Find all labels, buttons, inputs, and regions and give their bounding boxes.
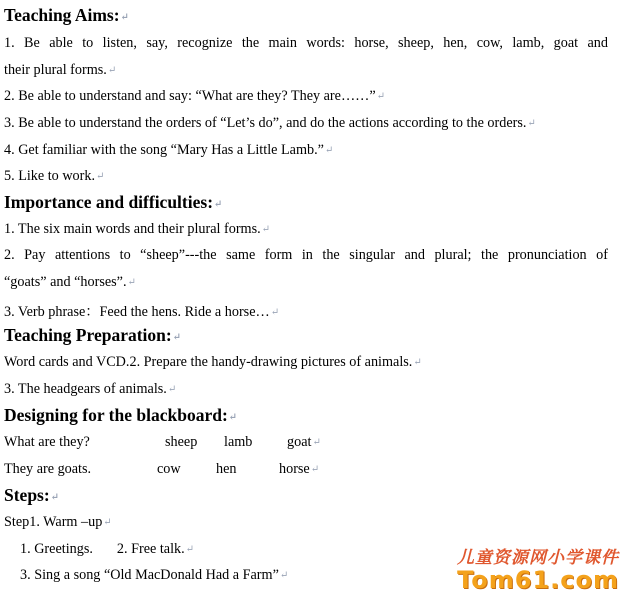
preparation-line-1 (4, 354, 422, 371)
heading-teaching-aims (4, 5, 129, 26)
heading-steps (4, 485, 59, 506)
aims-item-2 (4, 88, 385, 105)
blackboard-word-goat (287, 434, 321, 451)
site-watermark-logo (414, 543, 619, 595)
heading-teaching-preparation (4, 325, 181, 346)
blackboard-question: What are they? (4, 434, 90, 450)
paragraph-mark: ↵ (324, 145, 334, 156)
step-1-greetings: 1. Greetings. (20, 541, 93, 557)
paragraph-mark: ↵ (172, 332, 182, 343)
step-1 (4, 514, 112, 531)
blackboard-word-goat-text: goat (287, 434, 312, 450)
watermark-site-name: Tom61.com (457, 566, 619, 594)
heading-blackboard-design (4, 405, 237, 426)
step-1-song (20, 567, 288, 584)
aims-item-5-text: 5. Like to work. (4, 168, 96, 184)
paragraph-mark: ↵ (185, 544, 195, 555)
aims-item-1-line-b-text: their plural forms. (4, 62, 107, 78)
blackboard-word-cow: cow (157, 461, 181, 477)
paragraph-mark: ↵ (261, 224, 271, 235)
preparation-line-1-text: Word cards and VCD.2. Prepare the handy-drawing pictures of animals. (4, 354, 413, 370)
watermark-chinese-text: 儿童资源网小学课件 (457, 548, 619, 568)
paragraph-mark: ↵ (107, 65, 117, 76)
blackboard-answer: They are goats. (4, 461, 92, 477)
step-1-free-talk: 2. Free talk. (116, 541, 185, 557)
paragraph-mark: ↵ (96, 171, 105, 182)
preparation-line-2 (4, 381, 176, 398)
heading-text: Importance and difficulties: (4, 192, 214, 212)
importance-item-3 (4, 301, 279, 321)
heading-text: Steps: (4, 485, 50, 505)
preparation-line-2-text: 3. The headgears of animals. (4, 381, 167, 397)
paragraph-mark: ↵ (228, 412, 238, 423)
aims-item-4 (4, 142, 333, 159)
paragraph-mark: ↵ (527, 118, 536, 129)
blackboard-word-sheep: sheep (165, 434, 198, 450)
paragraph-mark: ↵ (50, 492, 60, 503)
blackboard-word-horse-text: horse (279, 461, 310, 477)
paragraph-mark: ↵ (103, 517, 112, 528)
aims-item-4-text: 4. Get familiar with the song “Mary Has a Little Lamb.” (4, 142, 324, 158)
paragraph-mark: ↵ (413, 357, 422, 368)
aims-item-2-text: 2. Be able to understand and say: “What are they? They are……” (4, 88, 376, 104)
paragraph-mark: ↵ (270, 307, 280, 318)
aims-item-1-line-a: 1. Be able to listen, say, recognize the main words: horse, sheep, hen, cow, lamb, goat and (4, 35, 608, 51)
importance-item-1-text: 1. The six main words and their plural forms. (4, 221, 261, 237)
paragraph-mark: ↵ (127, 277, 136, 288)
aims-item-3 (4, 115, 536, 132)
paragraph-mark: ↵ (310, 464, 320, 475)
blackboard-word-hen: hen (216, 461, 237, 477)
importance-item-2-line-b (4, 274, 136, 291)
step-1-song-text: 3. Sing a song “Old MacDonald Had a Farm” (20, 567, 279, 583)
paragraph-mark: ↵ (376, 91, 386, 102)
blackboard-word-lamb: lamb (224, 434, 253, 450)
aims-item-5 (4, 168, 104, 185)
step-1-text: Step1. Warm –up (4, 514, 103, 530)
importance-item-2-line-b-text: “goats” and “horses”. (4, 274, 127, 290)
heading-text: Teaching Aims: (4, 5, 120, 25)
paragraph-mark: ↵ (167, 384, 177, 395)
aims-item-3-text: 3. Be able to understand the orders of “Let’s do”, and do the actions according to the orders. (4, 115, 527, 131)
blackboard-word-horse (279, 461, 319, 478)
heading-text: Teaching Preparation: (4, 325, 172, 345)
heading-text: Designing for the blackboard: (4, 405, 228, 425)
importance-item-3-text: 3. Verb phrase：Feed the hens. Ride a horse… (4, 304, 270, 320)
paragraph-mark: ↵ (279, 570, 289, 581)
paragraph-mark: ↵ (214, 199, 223, 210)
importance-item-2-line-a: 2. Pay attentions to “sheep”---the same form in the singular and plural; the pronunciation of (4, 247, 608, 263)
paragraph-mark: ↵ (120, 12, 129, 23)
paragraph-mark: ↵ (312, 437, 321, 448)
heading-importance-difficulties (4, 192, 222, 213)
importance-item-1 (4, 221, 270, 238)
aims-item-1-line-b (4, 62, 116, 79)
step-1-subitems (20, 541, 194, 558)
